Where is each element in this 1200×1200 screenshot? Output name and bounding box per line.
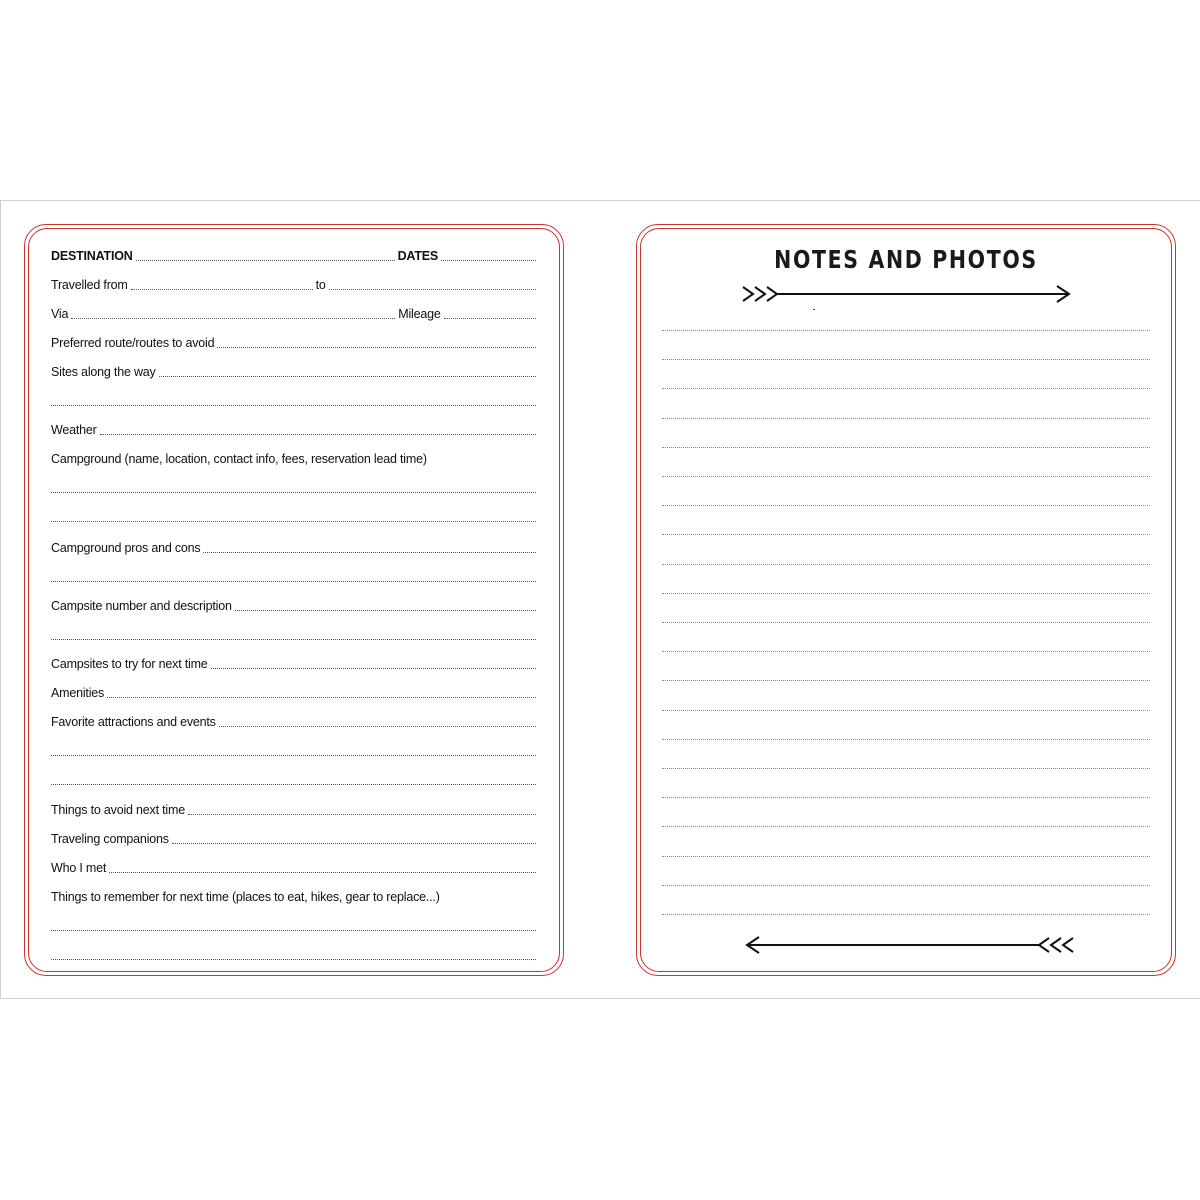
ruled-line[interactable]	[662, 563, 1150, 565]
ruled-line[interactable]	[662, 796, 1150, 798]
left-page	[24, 224, 564, 976]
form-row	[51, 593, 536, 613]
form-row	[51, 651, 536, 671]
form-row	[51, 243, 536, 263]
write-in-line[interactable]	[219, 725, 536, 727]
write-in-line[interactable]	[51, 491, 536, 493]
trip-log-form	[51, 225, 536, 975]
write-in-line[interactable]	[159, 375, 536, 377]
blank-line	[51, 942, 536, 962]
blank-line	[51, 622, 536, 642]
write-in-line[interactable]	[100, 433, 536, 435]
form-row	[51, 797, 536, 817]
write-in-line[interactable]	[51, 520, 536, 522]
arrow-left-icon	[741, 934, 1075, 956]
ruled-line[interactable]	[662, 387, 1150, 389]
write-in-line[interactable]	[51, 754, 536, 756]
form-row	[51, 884, 536, 904]
ruled-line[interactable]	[662, 417, 1150, 419]
ruled-line[interactable]	[662, 650, 1150, 652]
write-in-line[interactable]	[51, 929, 536, 931]
field-label: Amenities	[51, 686, 105, 700]
field-label: Campground pros and cons	[51, 541, 201, 555]
blank-line	[51, 767, 536, 787]
form-row	[51, 535, 536, 555]
form-row	[51, 359, 536, 379]
form-row	[51, 826, 536, 846]
field-label: Travelled from	[51, 278, 128, 292]
ruled-line[interactable]	[662, 592, 1150, 594]
write-in-line[interactable]	[51, 404, 536, 406]
field-label: Traveling companions	[51, 832, 169, 846]
field-label: Preferred route/routes to avoid	[51, 336, 215, 350]
write-in-line[interactable]	[444, 317, 536, 319]
ruled-line[interactable]	[662, 738, 1150, 740]
write-in-line[interactable]	[217, 346, 536, 348]
write-in-line[interactable]	[51, 638, 536, 640]
field-label: DESTINATION	[51, 249, 133, 263]
write-in-line[interactable]	[211, 667, 536, 669]
ruled-line[interactable]	[662, 767, 1150, 769]
blank-line	[51, 475, 536, 495]
form-row	[51, 417, 536, 437]
write-in-line[interactable]	[109, 871, 536, 873]
ruled-line[interactable]	[662, 358, 1150, 360]
ruled-line[interactable]	[662, 475, 1150, 477]
book-spread	[0, 200, 1200, 999]
form-row	[51, 446, 536, 466]
write-in-line[interactable]	[172, 842, 536, 844]
write-in-line[interactable]	[51, 958, 536, 960]
write-in-line[interactable]	[51, 580, 536, 582]
write-in-line[interactable]	[235, 609, 536, 611]
ruled-line[interactable]	[662, 913, 1150, 915]
field-label: Sites along the way	[51, 365, 156, 379]
write-in-line[interactable]	[71, 317, 395, 319]
ruled-line[interactable]	[662, 825, 1150, 827]
field-label: Favorite attractions and events	[51, 715, 216, 729]
ruled-line[interactable]	[662, 884, 1150, 886]
ruled-line[interactable]	[662, 621, 1150, 623]
blank-line	[51, 388, 536, 408]
blank-line	[51, 913, 536, 933]
write-in-line[interactable]	[131, 288, 313, 290]
form-row	[51, 680, 536, 700]
field-label: Via	[51, 307, 69, 321]
form-row	[51, 330, 536, 350]
arrow-right-icon	[741, 283, 1075, 305]
form-row	[51, 272, 536, 292]
write-in-line[interactable]	[136, 259, 395, 261]
ruled-line[interactable]	[662, 533, 1150, 535]
field-label: Things to remember for next time (places to eat, hikes, gear to replace...)	[51, 890, 440, 904]
field-label: Campground (name, location, contact info, fees, reservation lead time)	[51, 452, 427, 466]
field-label: DATES	[397, 249, 439, 263]
ruled-line[interactable]	[662, 446, 1150, 448]
right-page	[636, 224, 1176, 976]
ruled-line[interactable]	[662, 329, 1150, 331]
blank-line	[51, 738, 536, 758]
field-label: to	[315, 278, 326, 292]
write-in-line[interactable]	[107, 696, 536, 698]
write-in-line[interactable]	[188, 813, 536, 815]
write-in-line[interactable]	[203, 551, 536, 553]
field-label: Mileage	[398, 307, 441, 321]
form-row	[51, 855, 536, 875]
form-row	[51, 709, 536, 729]
field-label: Who I met	[51, 861, 107, 875]
page-title: NOTES AND PHOTOS	[774, 245, 1038, 274]
field-label: Campsites to try for next time	[51, 657, 208, 671]
field-label: Things to avoid next time	[51, 803, 185, 817]
stray-mark	[813, 309, 815, 310]
write-in-line[interactable]	[329, 288, 536, 290]
blank-line	[51, 564, 536, 584]
ruled-line[interactable]	[662, 504, 1150, 506]
write-in-line[interactable]	[51, 783, 536, 785]
form-row	[51, 301, 536, 321]
field-label: Campsite number and description	[51, 599, 232, 613]
ruled-line[interactable]	[662, 679, 1150, 681]
blank-line	[51, 504, 536, 524]
ruled-line[interactable]	[662, 855, 1150, 857]
ruled-line[interactable]	[662, 709, 1150, 711]
field-label: Weather	[51, 423, 97, 437]
write-in-line[interactable]	[441, 259, 536, 261]
